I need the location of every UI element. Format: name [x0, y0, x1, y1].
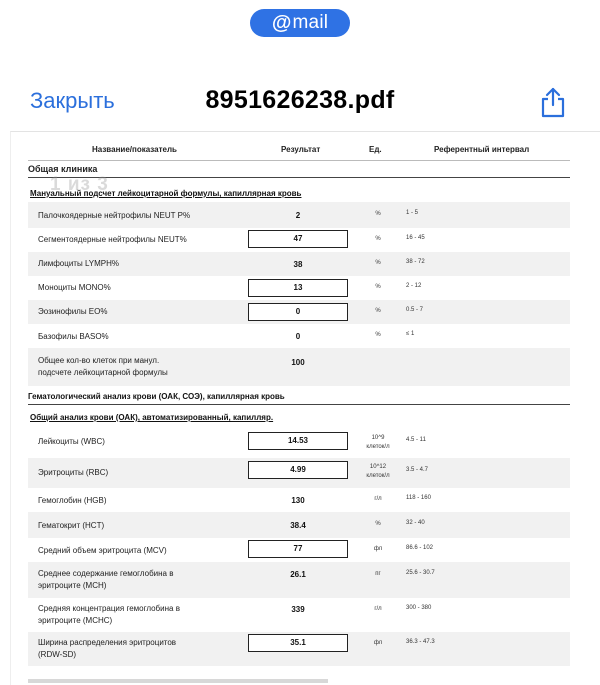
row-name-line: Общее кол-во клеток при манул.: [38, 356, 160, 365]
row-name-line: Среднее содержание гемоглобина в: [38, 569, 174, 578]
row-unit: %: [375, 211, 381, 217]
table-row: [28, 348, 570, 386]
row-value: 130: [291, 496, 305, 505]
row-name-line: эритроците (MCH): [38, 581, 107, 590]
row-ref: 118 - 160: [406, 495, 431, 501]
row-name: [38, 637, 176, 661]
row-ref: 36.3 - 47.3: [406, 639, 435, 645]
close-button[interactable]: Закрыть: [30, 88, 115, 113]
row-value: 100: [291, 358, 305, 367]
table-row: [28, 300, 570, 324]
row-name-line: эритроците (MCHC): [38, 616, 113, 625]
hematology-title: Гематологический анализ крови (ОАК, СОЭ), капиллярная кровь: [28, 392, 285, 401]
file-title: 8951626238.pdf: [205, 86, 395, 114]
table-row: [28, 252, 570, 276]
at-icon: @: [271, 11, 292, 34]
header-unit: Ед.: [369, 145, 382, 154]
row-unit: г/л: [374, 606, 382, 612]
row-value: 339: [291, 605, 305, 614]
row-name: Эозинофилы EO%: [38, 307, 108, 316]
row-value-flagged: 35.1: [248, 634, 348, 652]
row-unit: фл: [373, 640, 383, 646]
section-general: Общая клиника: [28, 164, 98, 174]
row-name: Базофилы BASO%: [38, 332, 109, 341]
row-unit: г/л: [374, 496, 382, 502]
unit-line: 10^9: [371, 435, 385, 441]
row-name: [38, 355, 168, 379]
app-header: [0, 0, 600, 130]
header-ref: Референтный интервал: [434, 145, 530, 154]
row-ref: 86.6 - 102: [406, 545, 434, 551]
row-value-flagged: 14.53: [248, 432, 348, 450]
row-name: Сегментоядерные нейтрофилы NEUT%: [38, 235, 187, 244]
row-unit: %: [375, 236, 381, 242]
row-name: [38, 568, 173, 592]
row-name: Лимфоциты LYMPH%: [38, 259, 120, 268]
row-name: Гематокрит (HCT): [38, 521, 105, 530]
table-row: [28, 512, 570, 538]
header-result: Результат: [281, 145, 321, 154]
share-button[interactable]: [538, 86, 568, 118]
row-ref: 4.5 - 11: [406, 437, 426, 443]
row-ref: 38 - 72: [406, 259, 425, 265]
row-value-flagged: 47: [248, 230, 348, 248]
row-unit: %: [375, 260, 381, 266]
row-ref: ≤ 1: [406, 331, 415, 337]
table-row: [28, 538, 570, 562]
row-name: Гемоглобин (HGB): [38, 496, 107, 505]
row-value: 38.4: [290, 521, 306, 530]
row-value-flagged: 0: [248, 303, 348, 321]
row-name: Средний объем эритроцита (MCV): [38, 546, 167, 555]
row-unit: [353, 463, 403, 481]
row-ref: 2 - 12: [406, 283, 422, 289]
row-unit: %: [375, 332, 381, 338]
row-ref: 300 - 380: [406, 605, 432, 611]
unit-line: клеток/л: [366, 444, 390, 450]
table-row: [28, 562, 570, 598]
table-row: [28, 488, 570, 512]
row-unit: %: [375, 308, 381, 314]
row-value: 38: [293, 260, 303, 269]
table-row: [28, 276, 570, 300]
row-name: Палочкоядерные нейтрофилы NEUT P%: [38, 211, 191, 220]
divider: [28, 404, 570, 405]
row-name-line: Средняя концентрация гемоглобина в: [38, 604, 180, 613]
divider: [28, 177, 570, 178]
table-row: [28, 228, 570, 252]
row-name-line: Ширина распределения эритроцитов: [38, 638, 177, 647]
table-row: [28, 458, 570, 488]
row-unit: %: [375, 284, 381, 290]
row-value: 0: [295, 332, 301, 341]
row-ref: 3.5 - 4.7: [406, 467, 429, 473]
header-name: Название/показатель: [92, 145, 177, 154]
table-row: [28, 632, 570, 666]
cut-off-text-line: [28, 679, 328, 683]
row-ref: 25.6 - 30.7: [406, 570, 435, 576]
oak-title: Общий анализ крови (ОАК), автоматизированный, капилляр.: [30, 413, 274, 422]
manual-count-title: Мануальный подсчет лейкоцитарной формулы, капиллярная кровь: [30, 189, 302, 198]
share-icon: [538, 86, 568, 118]
row-name: [38, 603, 180, 627]
row-value: 26.1: [290, 570, 306, 579]
row-name: Моноциты MONO%: [38, 283, 111, 292]
table-row: [28, 202, 570, 228]
row-value-flagged: 4.99: [248, 461, 348, 479]
row-unit: %: [375, 521, 381, 527]
unit-line: клеток/л: [366, 473, 390, 479]
table-row: [28, 426, 570, 458]
row-name-line: (RDW-SD): [38, 650, 77, 659]
divider: [28, 160, 570, 161]
table-row: [28, 324, 570, 348]
row-name: Лейкоциты (WBC): [38, 437, 105, 446]
row-ref: 32 - 40: [406, 520, 425, 526]
row-value-flagged: 13: [248, 279, 348, 297]
row-unit: пг: [375, 571, 381, 577]
unit-line: 10^12: [369, 464, 387, 470]
row-ref: 16 - 45: [406, 235, 425, 241]
row-value-flagged: 77: [248, 540, 348, 558]
mail-badge: [250, 9, 350, 37]
row-ref: 1 - 5: [406, 210, 419, 216]
row-unit: фл: [373, 546, 383, 552]
table-row: [28, 598, 570, 632]
page-indicator: 1 из 3: [50, 174, 109, 195]
row-value: 2: [295, 211, 301, 220]
row-unit: [353, 434, 403, 452]
row-ref: 0.5 - 7: [406, 307, 424, 313]
row-name-line: подсчете лейкоцитарной формулы: [38, 368, 168, 377]
row-name: Эритроциты (RBC): [38, 468, 109, 477]
mail-badge-label: mail: [292, 12, 329, 33]
